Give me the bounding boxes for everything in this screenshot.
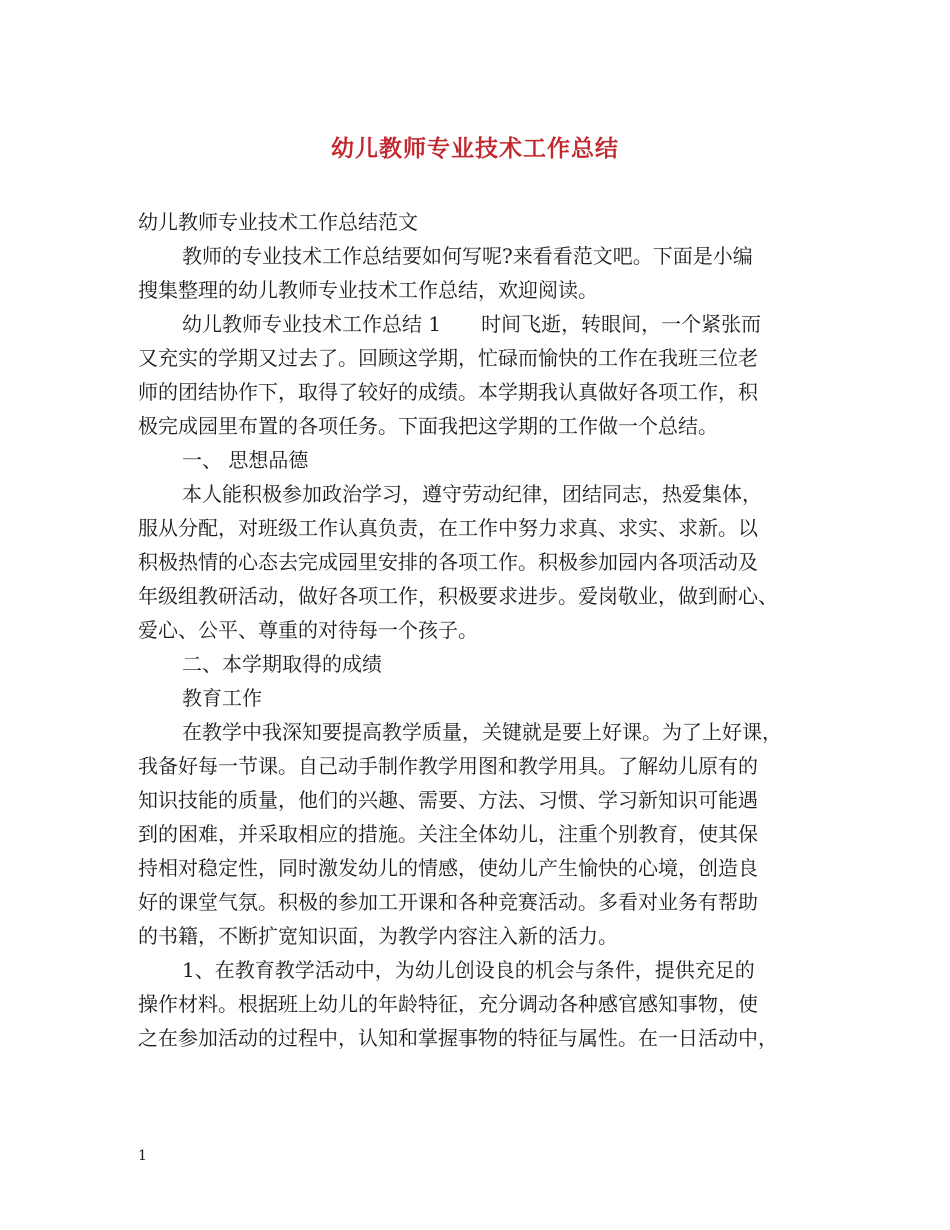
text-line: 教师的专业技术工作总结要如何写呢?来看看范文吧。下面是小编 — [182, 244, 753, 268]
text-line: 操作材料。根据班上幼儿的年龄特征，充分调动各种感官感知事物，使 — [138, 992, 758, 1016]
text-line: 又充实的学期又过去了。回顾这学期，忙碌而愉快的工作在我班三位老 — [138, 346, 758, 370]
text-line: 我备好每一节课。自己动手制作教学用图和教学用具。了解幼儿原有的 — [138, 754, 758, 778]
text-line: 一、 思想品德 — [182, 448, 309, 472]
document-title: 幼儿教师专业技术工作总结 — [331, 135, 619, 162]
text-line: 幼儿教师专业技术工作总结范文 — [138, 210, 418, 234]
text-line: 年级组教研活动，做好各项工作，积极要求进步。爱岗敬业，做到耐心、 — [138, 584, 778, 608]
document-body — [138, 205, 818, 1055]
page-number: 1 — [138, 1148, 147, 1164]
text-line: 好的课堂气氛。积极的参加工开课和各种竞赛活动。多看对业务有帮助 — [138, 890, 758, 914]
text-line: 持相对稳定性，同时激发幼儿的情感，使幼儿产生愉快的心境，创造良 — [138, 856, 758, 880]
text-line: 知识技能的质量，他们的兴趣、需要、方法、习惯、学习新知识可能遇 — [138, 788, 758, 812]
text-line: 到的困难，并采取相应的措施。关注全体幼儿，注重个别教育，使其保 — [138, 822, 758, 846]
text-line: 师的团结协作下，取得了较好的成绩。本学期我认真做好各项工作，积 — [138, 380, 758, 404]
text-line: 搜集整理的幼儿教师专业技术工作总结，欢迎阅读。 — [138, 278, 598, 302]
text-line: 幼儿教师专业技术工作总结 1 时间飞逝，转眼间，一个紧张而 — [182, 312, 762, 336]
text-line: 爱心、公平、尊重的对待每一个孩子。 — [138, 618, 478, 642]
text-line: 的书籍，不断扩宽知识面，为教学内容注入新的活力。 — [138, 924, 618, 948]
text-line: 积极热情的心态去完成园里安排的各项工作。积极参加园内各项活动及 — [138, 550, 758, 574]
text-line: 之在参加活动的过程中，认知和掌握事物的特征与属性。在一日活动中， — [138, 1026, 778, 1050]
text-line: 在教学中我深知要提高教学质量，关键就是要上好课。为了上好课， — [182, 720, 782, 744]
text-line: 教育工作 — [182, 686, 262, 710]
text-line: 二、本学期取得的成绩 — [182, 652, 382, 676]
text-line: 本人能积极参加政治学习，遵守劳动纪律，团结同志，热爱集体， — [182, 482, 762, 506]
text-line: 1、在教育教学活动中，为幼儿创设良的机会与条件，提供充足的 — [182, 958, 755, 982]
text-line: 服从分配，对班级工作认真负责，在工作中努力求真、求实、求新。以 — [138, 516, 758, 540]
text-line: 极完成园里布置的各项任务。下面我把这学期的工作做一个总结。 — [138, 414, 718, 438]
